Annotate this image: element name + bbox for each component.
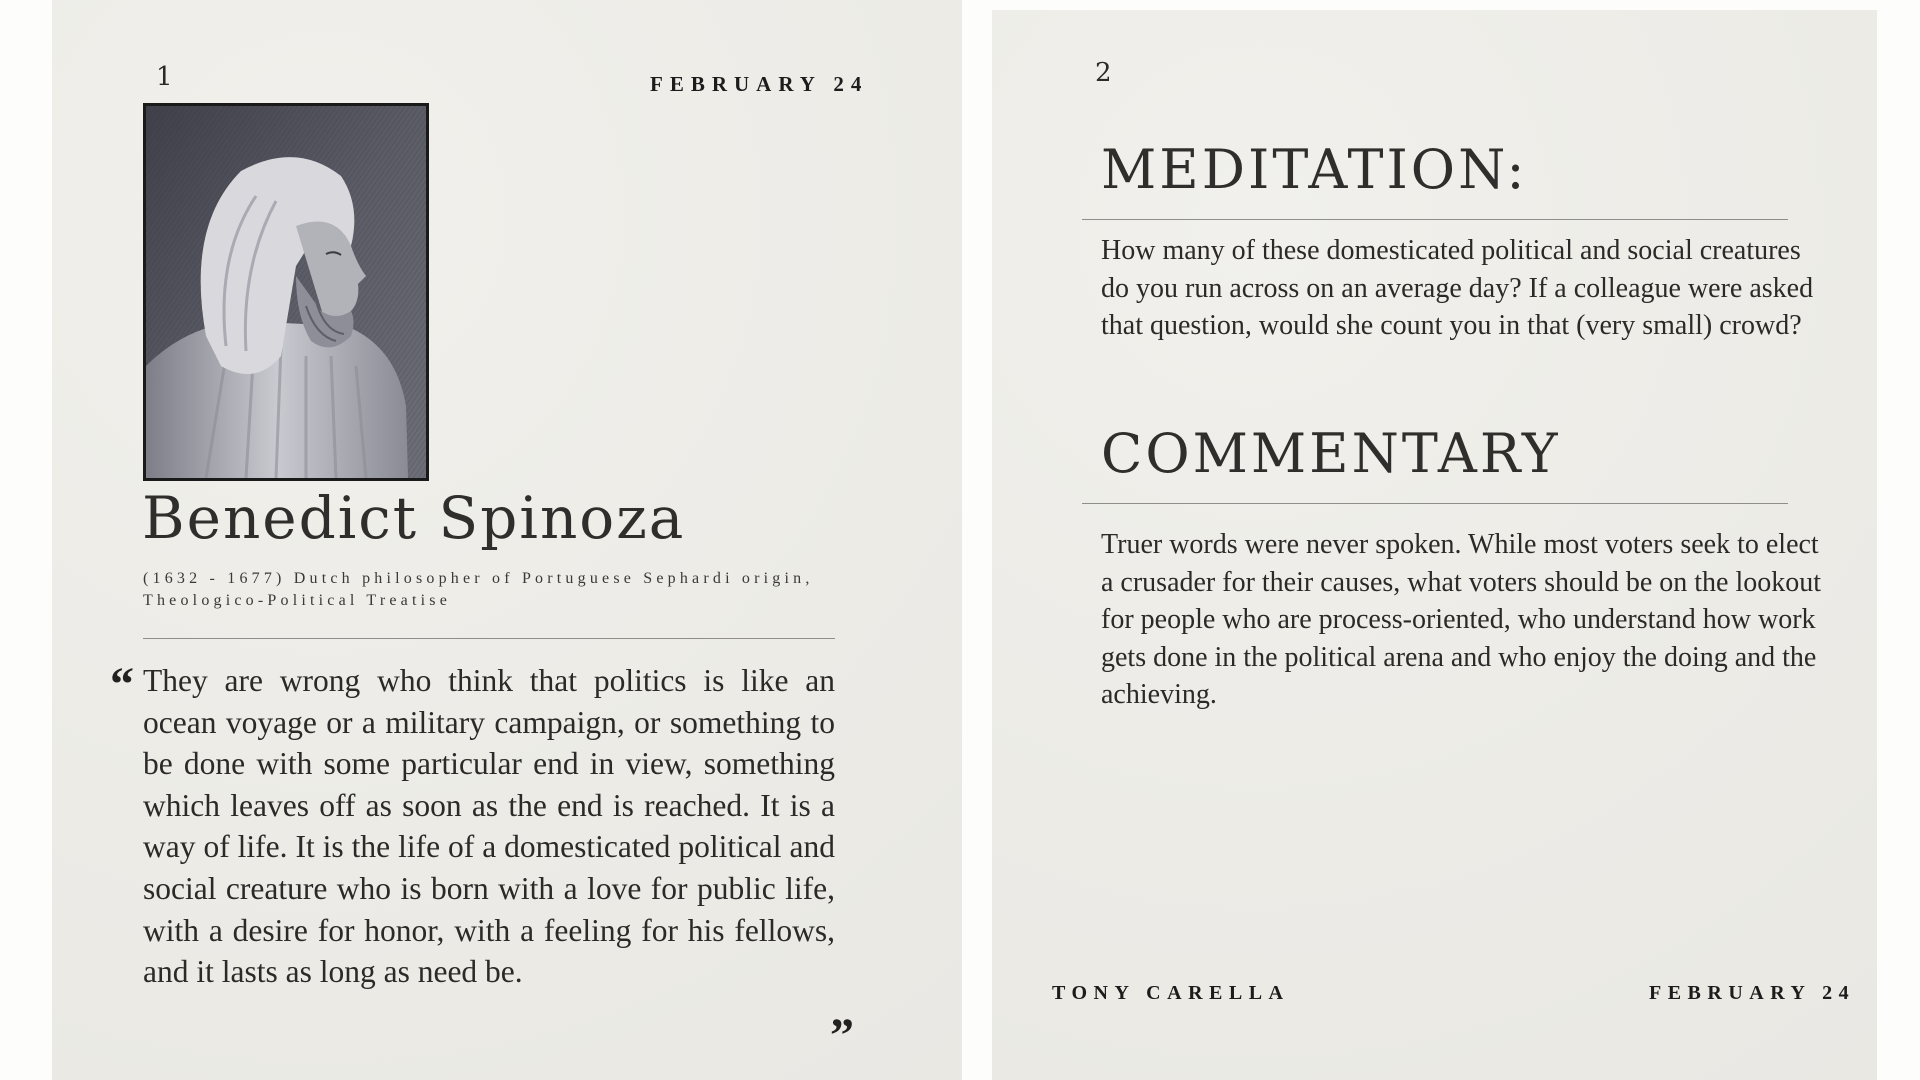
close-quote-mark: ” — [830, 1009, 854, 1062]
divider-rule — [1082, 503, 1788, 504]
page-number: 2 — [1095, 58, 1112, 88]
right-page — [992, 10, 1877, 1080]
meditation-text: How many of these domesticated political and social creatures do you run across on an average day? If a colleague were asked that question, would she count you in that (very small) crowd? — [1101, 235, 1814, 341]
left-page — [52, 0, 962, 1080]
quote-text: They are wrong who think that politics is like an ocean voyage or a military campaign, or something to be done with some particular end in view, something which leaves off as soon as the end is reached. It is a way of life. It is the life of a domesticated political and social creature who is born with a love for public life, with a desire for honor, with a feeling for his fellows, and it lasts as long as need be. — [143, 663, 835, 990]
divider-rule — [143, 638, 835, 639]
page-date-header: FEBRUARY 24 — [650, 72, 869, 96]
author-name: Benedict Spinoza — [142, 484, 686, 552]
footer-date: FEBRUARY 24 — [1649, 982, 1856, 1004]
meditation-heading: MEDITATION: — [1101, 138, 1528, 201]
footer-author: TONY CARELLA — [1052, 982, 1290, 1004]
divider-rule — [1082, 219, 1788, 220]
author-bio: (1632 - 1677) Dutch philosopher of Portuguese Sephardi origin, Theologico-Political Treatise — [143, 570, 814, 609]
author-portrait — [143, 103, 429, 481]
commentary-heading: COMMENTARY — [1101, 422, 1561, 485]
open-quote-mark: “ — [110, 658, 134, 711]
commentary-text: Truer words were never spoken. While most voters seek to elect a crusader for their causes, what voters should be on the lookout for people who are process-oriented, who understand how work gets done in the political arena and who enjoy the doing and the achieving. — [1101, 529, 1822, 710]
portrait-engraving — [146, 106, 426, 478]
page-number: 1 — [156, 62, 173, 92]
